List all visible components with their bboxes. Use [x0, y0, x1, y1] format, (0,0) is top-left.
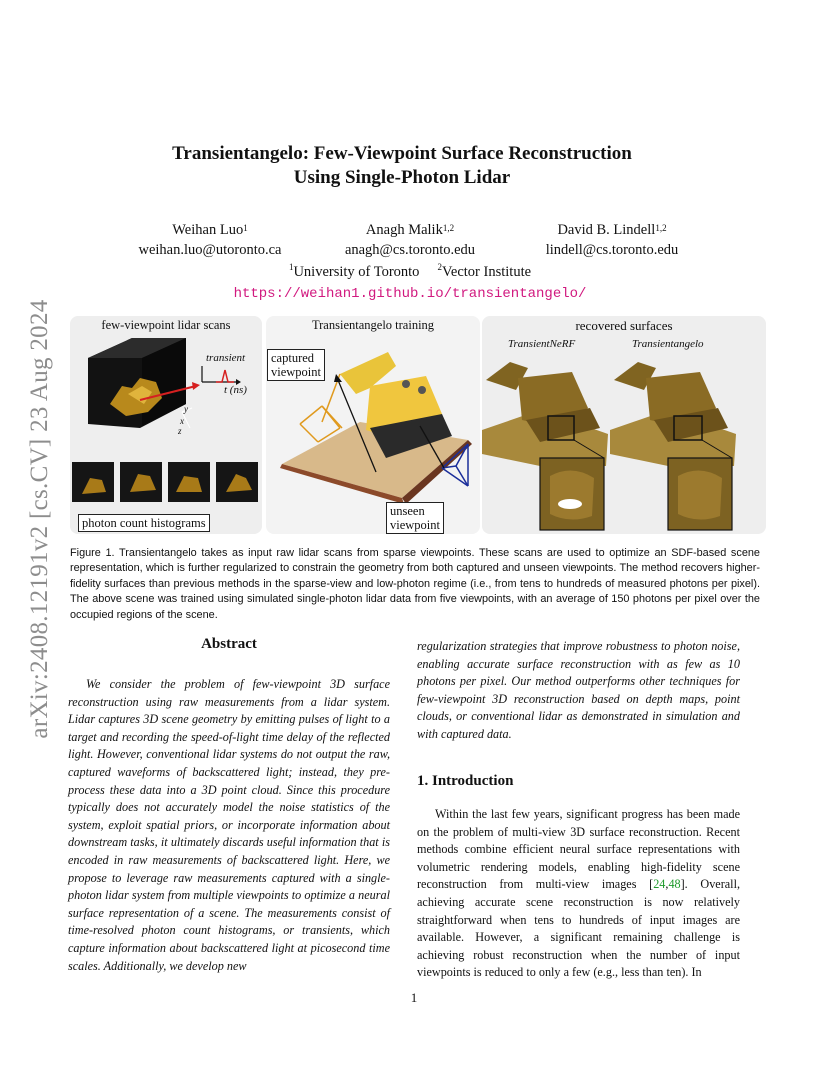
author-name: Weihan Luo: [172, 222, 244, 238]
abstract-text: We consider the problem of few-viewpoint 3D surface reconstruction using raw measurements from a lidar system. Lidar captures 3D scene geometry by emitting pulses of light to a target and recording the speed-of-light time delay of the reflected light. However, conventional lidar systems do not output the raw, captured waveforms of backscattered light; instead, they pre-process these data into a 3D point cloud. Since this procedure typically does not accurately model the noise statistics of the system, exploit spatial priors, or incorporate information about downstream tasks, it ultimately discards useful information that is encoded in raw measurements of backscattered light. Here, we propose to leverage raw measurements captured with a single-photon lidar system from multiple viewpoints to optimize a neural surface representation of a scene. The measurements consist of time-resolved photon count histograms, or transients, which capture information about backscattered light at picosecond time scales. Additionally, we develop new: [68, 677, 390, 973]
captured-line-2: viewpoint: [271, 365, 321, 379]
affil-sup: 2: [437, 262, 443, 272]
lidar-cube-image: [88, 338, 200, 428]
recovered-surfaces-image: [482, 362, 736, 530]
panel-title: Transientangelo training: [311, 318, 435, 332]
citation-link[interactable]: 24: [653, 877, 666, 892]
affiliations: [100, 264, 720, 281]
intro-text: Within the last few years, significant progress has been made on the problem of multi-view 3D surface reconstruction. Recent methods combine efficient neural surface representations with volumetric rendering models, enabling high-fidelity scene reconstruction from multi-view images [: [417, 807, 740, 892]
author-email: anagh@cs.toronto.edu: [344, 242, 476, 258]
abstract-continued: regularization strategies that improve robustness to photon noise, enabling accurate surface reconstruction with as few as 10 photons per pixel. Our method outperforms other techniques for few-viewpoint 3D reconstruction based on depth maps, point clouds, or conventional lidar as demonstrated in simulation and with captured data.: [417, 639, 740, 741]
transient-plot: [202, 366, 241, 385]
project-url-link[interactable]: https://weihan1.github.io/transientangelo/: [233, 286, 587, 302]
axis-label-x: x: [180, 416, 184, 426]
affil-sup: 1: [288, 262, 294, 272]
teaser-figure: [70, 316, 766, 534]
author-sup: 1: [243, 223, 248, 233]
title-line-1: Transientangelo: Few-Viewpoint Surface Reconstruction: [172, 143, 632, 164]
unseen-line-2: viewpoint: [390, 518, 440, 532]
arxiv-stamp: arXiv:2408.12191v2 [cs.CV] 23 Aug 2024: [26, 299, 53, 739]
citation-separator: ,: [665, 877, 669, 892]
page-number: 1: [410, 990, 418, 1005]
intro-heading: 1. Introduction: [417, 773, 514, 789]
method-label-transientnerf: TransientNeRF: [508, 338, 576, 350]
author-3: [514, 220, 710, 260]
author-2: [322, 220, 498, 260]
paper-title: [100, 142, 704, 190]
axis-label-z: z: [178, 426, 182, 436]
abstract-heading: Abstract: [201, 636, 257, 652]
panel-title: few-viewpoint lidar scans: [101, 318, 231, 332]
author-1: [120, 220, 300, 260]
author-email: lindell@cs.toronto.edu: [545, 242, 679, 258]
author-sup: 1,2: [442, 223, 455, 233]
panel-title: recovered surfaces: [575, 318, 673, 333]
captured-line-1: captured: [271, 351, 315, 365]
method-label-transientangelo: Transientangelo: [632, 338, 704, 350]
captured-viewpoint-label: [267, 349, 325, 381]
time-axis-label: t (ns): [224, 384, 247, 396]
figure-caption: Figure 1. Transientangelo takes as input raw lidar scans from sparse viewpoints. These scans are used to optimize an SDF-based scene representation, which is further regularized to constrain the geometry from both captured and unseen viewpoints. The method recovers higher-fidelity surfaces than previous methods in the sparse-view and low-photon regime (i.e., from tens to hundreds of measured photons per pixel). The above scene was trained using simulated single-photon lidar data from five viewpoints, with an average of 150 photons per pixel over the occupied regions of the scene.: [70, 547, 760, 621]
unseen-viewpoint-label: [386, 502, 444, 534]
transient-label: transient: [206, 352, 246, 364]
intro-text: ]. Overall, achieving accurate scene reconstruction is now relatively straightforward when tens to hundreds of input images are available. However, a significant remaining challenge is achieving robust reconstruction when the number of input viewpoints is reduced to only a few (e.g., less than ten). In: [417, 877, 741, 980]
affil-name: Vector Institute: [442, 264, 532, 280]
author-name: Anagh Malik: [365, 222, 443, 238]
affil-name: University of Toronto: [293, 264, 420, 280]
histogram-label: photon count histograms: [78, 514, 210, 532]
author-email: weihan.luo@utoronto.ca: [138, 242, 282, 258]
unseen-line-1: unseen: [390, 504, 425, 518]
intro-paragraph: [417, 806, 740, 982]
title-line-2: Using Single-Photon Lidar: [293, 167, 511, 188]
axis-label-y: y: [184, 404, 188, 414]
citation-link[interactable]: 48: [668, 877, 681, 892]
author-name: David B. Lindell: [557, 222, 656, 238]
histogram-thumbnails: [72, 462, 258, 502]
author-sup: 1,2: [655, 223, 667, 233]
